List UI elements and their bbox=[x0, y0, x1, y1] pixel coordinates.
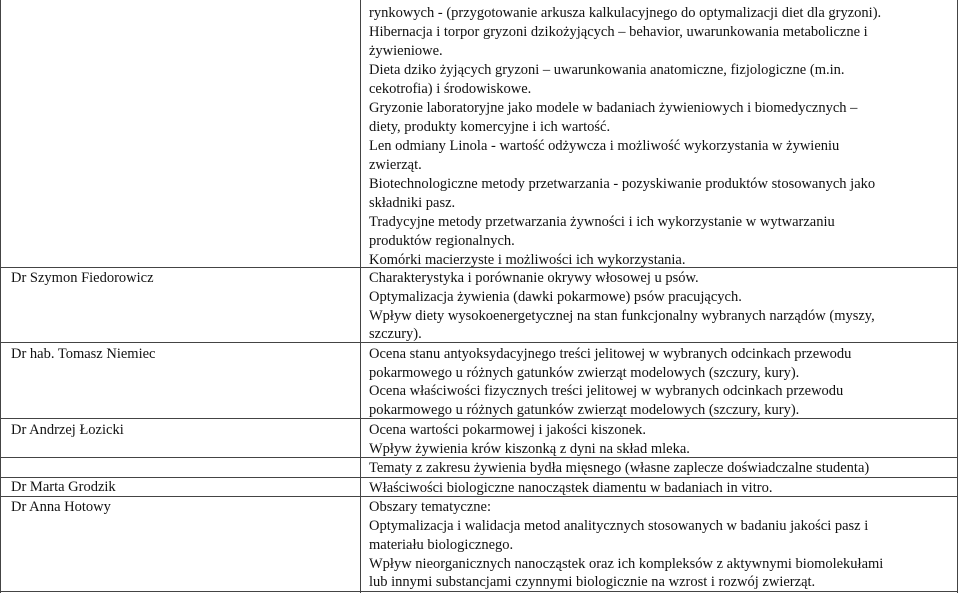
topic-line: Dieta dziko żyjących gryzoni – uwarunkowania anatomiczne, fizjologiczne (m.in. bbox=[369, 62, 845, 78]
supervisor-name: Dr hab. Tomasz Niemiec bbox=[11, 346, 156, 362]
topic-line: Wpływ żywienia krów kiszonką z dyni na skład mleka. bbox=[369, 441, 690, 457]
topic-line: Ocena stanu antyoksydacyjnego treści jelitowej w wybranych odcinkach przewodu bbox=[369, 346, 852, 362]
topic-line: Ocena wartości pokarmowej i jakości kiszonek. bbox=[369, 422, 647, 438]
topic-line: Tematy z zakresu żywienia bydła mięsnego (własne zaplecze doświadczalne studenta) bbox=[369, 460, 870, 476]
topic-line: Optymalizacja żywienia (dawki pokarmowe) psów pracujących. bbox=[369, 289, 742, 305]
topic-line: pokarmowego u różnych gatunków zwierząt modelowych (szczury, kury). bbox=[369, 402, 800, 418]
topic-line: Ocena właściwości fizycznych treści jelitowej w wybranych odcinkach przewodu bbox=[369, 383, 844, 399]
topic-line: rynkowych - (przygotowanie arkusza kalkulacyjnego do optymalizacji diet dla gryzoni). bbox=[369, 5, 882, 21]
topic-line: Wpływ diety wysokoenergetycznej na stan funkcjonalny wybranych narządów (myszy, bbox=[369, 308, 875, 324]
topic-line: Biotechnologiczne metody przetwarzania - pozyskiwanie produktów stosowanych jako bbox=[369, 176, 876, 192]
topic-line: Charakterystyka i porównanie okrywy włosowej u psów. bbox=[369, 270, 699, 286]
topic-line: Obszary tematyczne: bbox=[369, 499, 491, 515]
supervisor-name: Dr Marta Grodzik bbox=[11, 479, 116, 495]
supervisor-name: Dr Anna Hotowy bbox=[11, 499, 111, 515]
topic-line: Optymalizacja i walidacja metod analitycznych stosowanych w badaniu jakości pasz i bbox=[369, 518, 869, 534]
topic-line: pokarmowego u różnych gatunków zwierząt modelowych (szczury, kury). bbox=[369, 365, 800, 381]
topic-line: Komórki macierzyste i możliwości ich wykorzystania. bbox=[369, 252, 686, 268]
supervisor-name: Dr Szymon Fiedorowicz bbox=[11, 270, 154, 286]
supervisor-name: Dr Andrzej Łozicki bbox=[11, 422, 124, 438]
topic-line: lub innymi substancjami czynnymi biologicznie na wzrost i rozwój zwierząt. bbox=[369, 574, 816, 590]
topic-line: żywieniowe. bbox=[369, 43, 443, 59]
topic-line: składniki pasz. bbox=[369, 195, 456, 211]
row-divider bbox=[0, 477, 958, 478]
topic-line: Len odmiany Linola - wartość odżywcza i możliwość wykorzystania w żywieniu bbox=[369, 138, 840, 154]
topic-line: zwierząt. bbox=[369, 157, 422, 173]
topic-line: Wpływ nieorganicznych nanocząstek oraz ich kompleksów z aktywnymi biomolekułami bbox=[369, 556, 884, 572]
topic-line: diety, produkty komercyjne i ich wartość. bbox=[369, 119, 611, 135]
topic-line: Właściwości biologiczne nanocząstek diamentu w badaniach in vitro. bbox=[369, 480, 773, 496]
topic-line: Gryzonie laboratoryjne jako modele w badaniach żywieniowych i biomedycznych – bbox=[369, 100, 858, 116]
column-divider bbox=[360, 0, 361, 593]
topic-line: cekotrofia) i środowiskowe. bbox=[369, 81, 532, 97]
topic-line: materiału biologicznego. bbox=[369, 537, 514, 553]
table-border-bottom bbox=[0, 591, 958, 592]
row-divider bbox=[0, 342, 958, 343]
table-border-left bbox=[0, 0, 1, 593]
topic-line: Hibernacja i torpor gryzoni dzikożyjących – behavior, uwarunkowania metaboliczne i bbox=[369, 24, 868, 40]
table-border-right bbox=[957, 0, 958, 593]
topic-line: szczury). bbox=[369, 326, 422, 342]
topic-line: Tradycyjne metody przetwarzania żywności i ich wykorzystanie w wytwarzaniu bbox=[369, 214, 835, 230]
topic-line: produktów regionalnych. bbox=[369, 233, 515, 249]
